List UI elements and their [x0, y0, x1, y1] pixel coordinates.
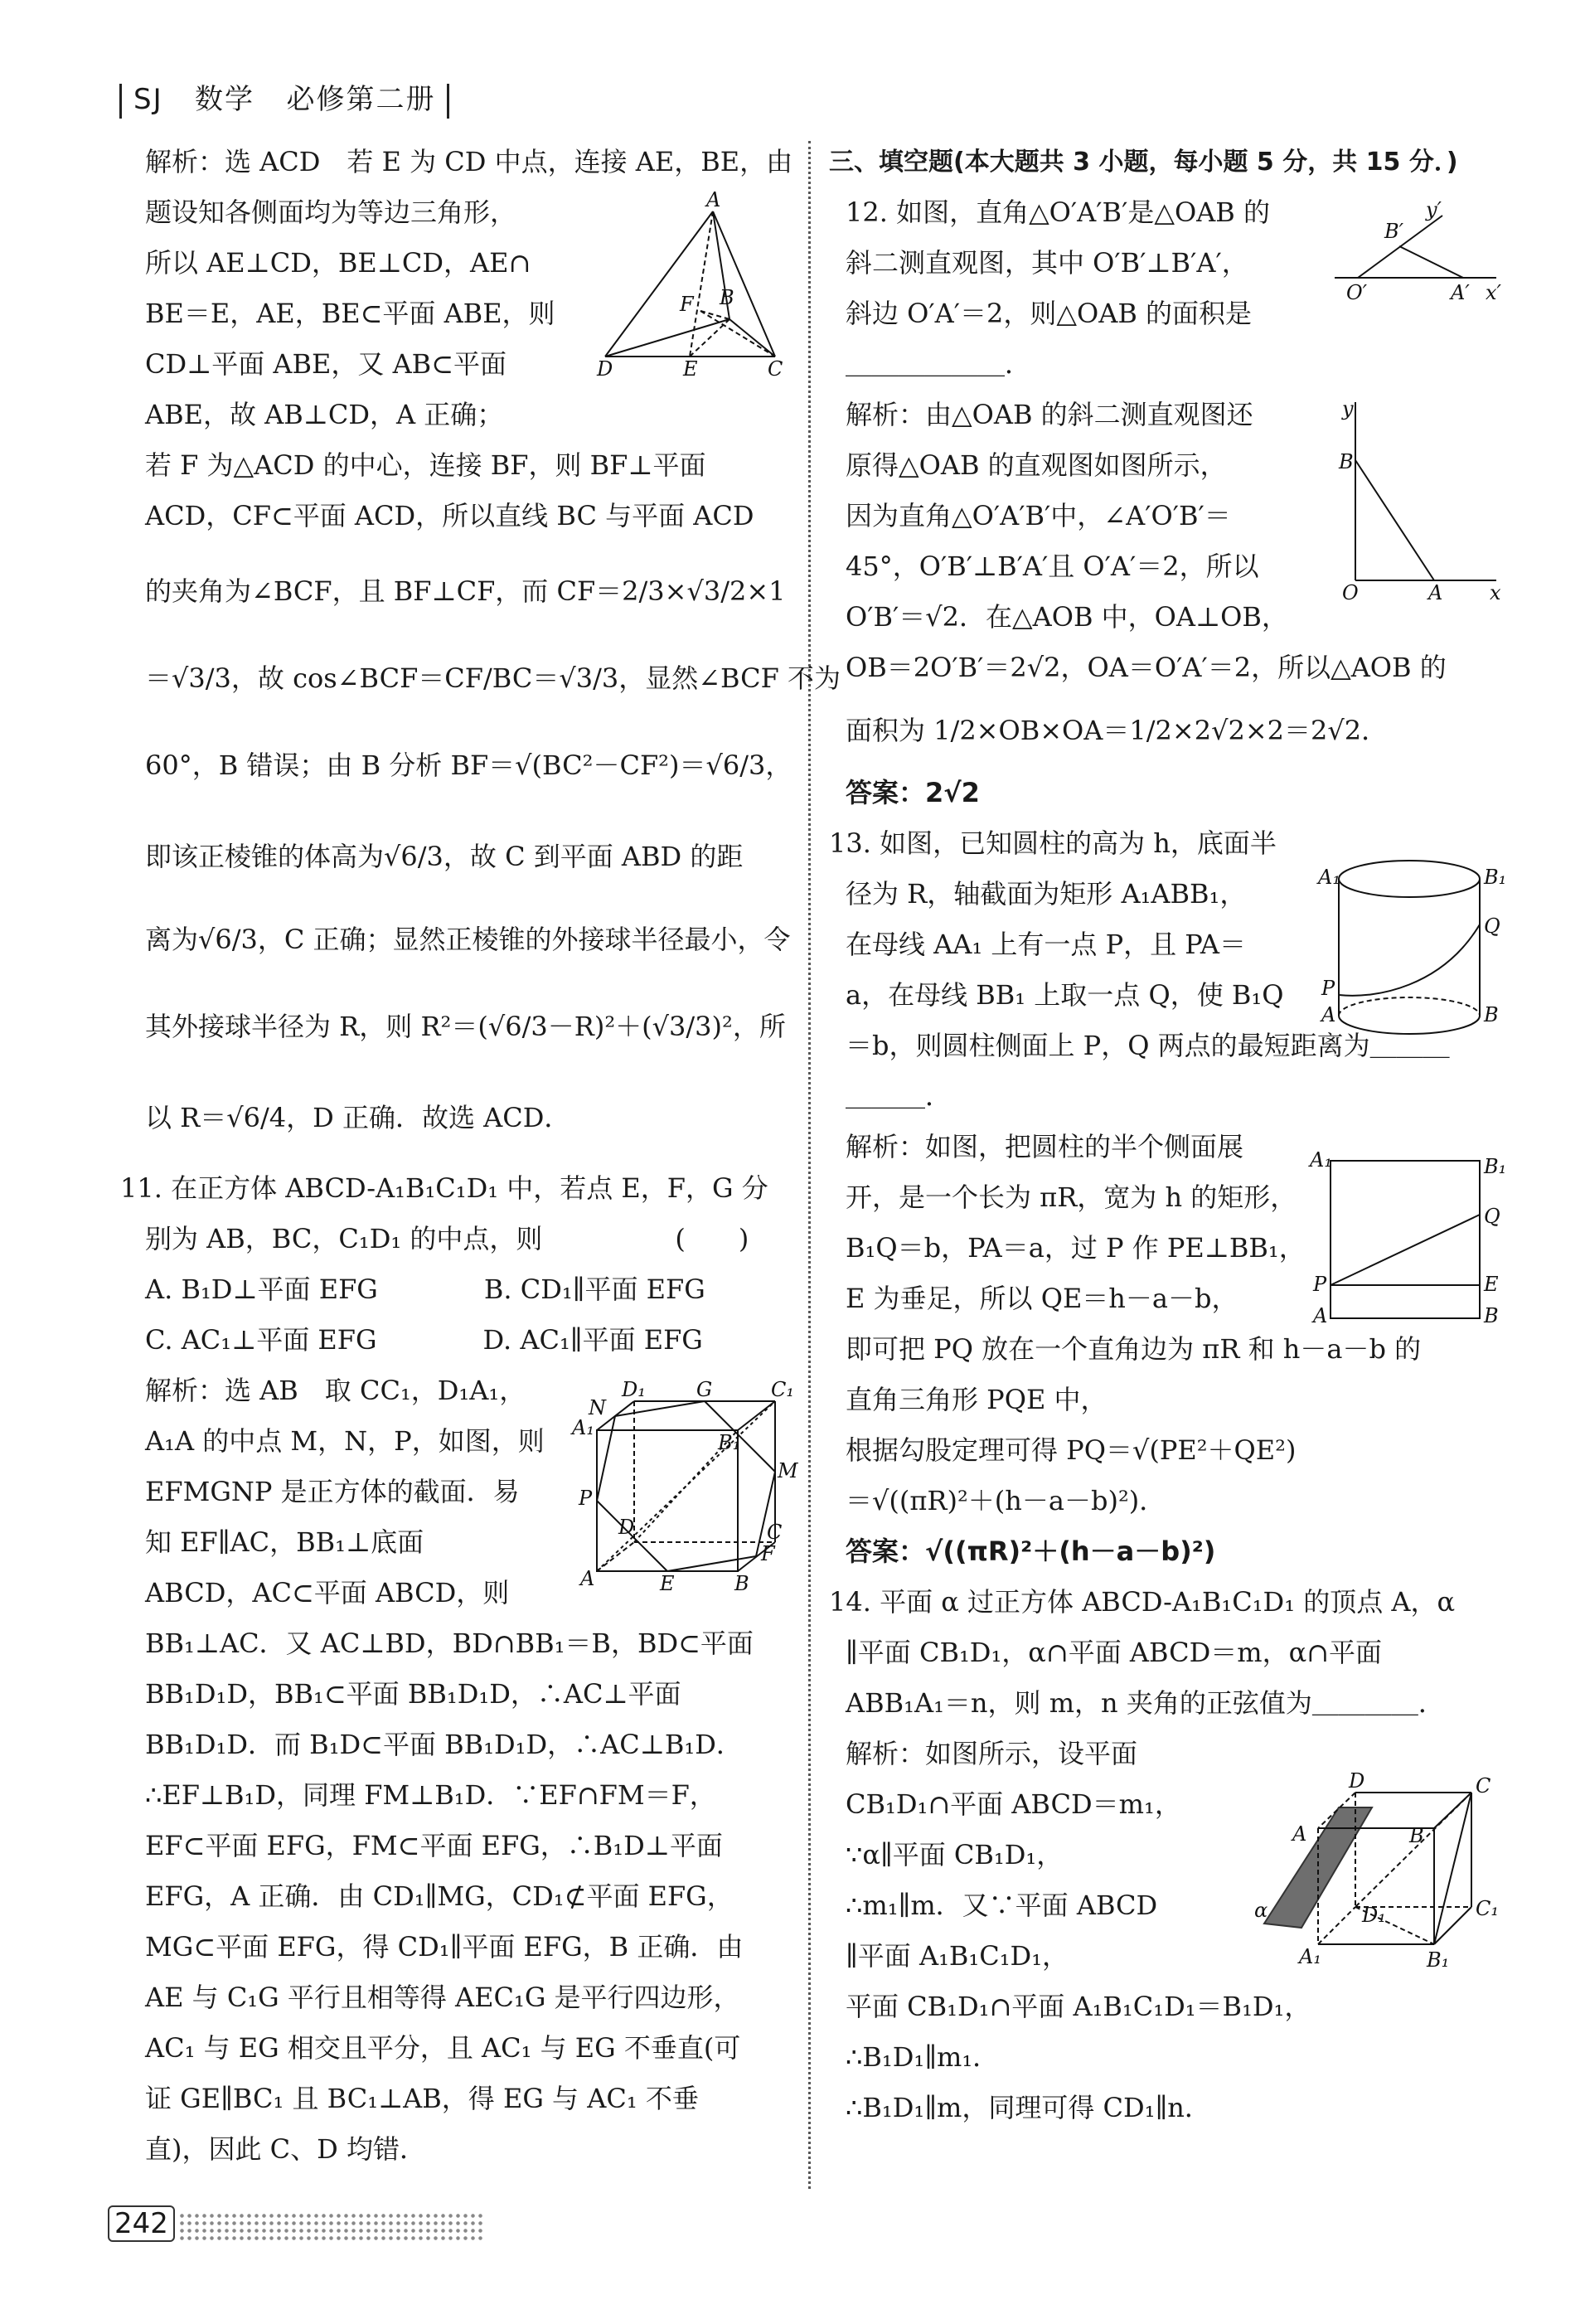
- fig-label: D₁: [622, 1378, 646, 1401]
- fig-label: N: [589, 1396, 606, 1419]
- text-line: CB₁D₁∩平面 ABCD＝m₁，: [846, 1788, 1181, 1820]
- fig-label: A₁: [1318, 866, 1340, 889]
- fig-label: D₁: [1362, 1904, 1386, 1927]
- section-heading: 三、填空题(本大题共 3 小题，每小题 5 分，共 15 分．): [829, 148, 1458, 177]
- text-line: 知 EF∥AC，BB₁⊥底面: [145, 1526, 424, 1558]
- fig-label: B₁: [1484, 866, 1507, 889]
- fig-label: C₁: [1476, 1897, 1499, 1920]
- text-line: ABE，故 AB⊥CD，A 正确；: [145, 399, 504, 430]
- fig-label: M: [778, 1459, 798, 1482]
- oblique-view-figure: [1326, 195, 1505, 311]
- option-ab: A. B₁D⊥平面 EFG B. CD₁∥平面 EFG: [145, 1274, 705, 1305]
- text-line: 因为直角△O′A′B′中，∠A′O′B′＝: [846, 500, 1231, 531]
- fig-label: B₁: [1427, 1948, 1450, 1972]
- text-line: 解析：由△OAB 的斜二测直观图还: [846, 399, 1253, 430]
- cylinder-figure: [1318, 854, 1505, 1045]
- fig-label: Q: [1484, 915, 1500, 938]
- question-11-stem: 11. 在正方体 ABCD-A₁B₁C₁D₁ 中，若点 E，F，G 分: [120, 1172, 768, 1204]
- text-line: EFMGNP 是正方体的截面．易: [145, 1476, 520, 1507]
- text-line: 根据勾股定理可得 PQ＝√(PE²＋QE²): [846, 1434, 1297, 1466]
- text-line: 斜二测直观图，其中 O′B′⊥B′A′，: [846, 247, 1248, 279]
- column-divider: [808, 141, 811, 2189]
- text-line: 直角三角形 PQE 中，: [846, 1384, 1108, 1415]
- fig-label: C: [768, 357, 783, 381]
- text-line: ABCD，AC⊂平面 ABCD，则: [145, 1577, 510, 1608]
- text-line: ∥平面 CB₁D₁，α∩平面 ABCD＝m，α∩平面: [846, 1637, 1382, 1668]
- text-line: 斜边 O′A′＝2，则△OAB 的面积是: [846, 298, 1253, 329]
- text-line: 其外接球半径为 R，则 R²＝(√6/3－R)²＋(√3/3)²，所: [145, 1011, 786, 1042]
- text-line: A₁A 的中点 M，N，P，如图，则: [145, 1425, 545, 1457]
- text-line: ∵α∥平面 CB₁D₁，: [846, 1839, 1064, 1870]
- text-line: ∴m₁∥m．又∵平面 ABCD: [846, 1890, 1158, 1921]
- text-line: 即该正棱锥的体高为√6/3，故 C 到平面 ABD 的距: [145, 841, 744, 872]
- left-column: [120, 137, 841, 2175]
- text-line: 解析：如图，把圆柱的半个侧面展: [846, 1131, 1244, 1162]
- fig-label: E: [1484, 1273, 1499, 1296]
- fig-label: A₁: [1299, 1945, 1321, 1968]
- text-line: 解析：选 ACD 若 E 为 CD 中点，连接 AE，BE，由: [145, 146, 793, 177]
- text-line: 面积为 1/2×OB×OA＝1/2×2√2×2＝2√2．: [846, 715, 1389, 746]
- volume: 必修第二册: [286, 83, 436, 116]
- fig-label: A: [706, 188, 721, 211]
- text-line: 解析：选 AB 取 CC₁，D₁A₁，: [145, 1375, 526, 1406]
- text-line: AE 与 C₁G 平行且相等得 AEC₁G 是平行四边形，: [145, 1982, 740, 2013]
- fig-label: A′: [1451, 281, 1470, 304]
- fig-label: x′: [1486, 281, 1501, 304]
- triangle-figure: [1331, 394, 1505, 604]
- fig-label: A: [1428, 581, 1443, 604]
- text-line: 平面 CB₁D₁∩平面 A₁B₁C₁D₁＝B₁D₁，: [846, 1991, 1311, 2022]
- fig-label: O: [1342, 581, 1359, 604]
- page-header: [108, 76, 461, 119]
- subject: 数学: [195, 83, 255, 116]
- question-14-stem: 14. 平面 α 过正方体 ABCD-A₁B₁C₁D₁ 的顶点 A，α: [829, 1586, 1456, 1618]
- option-cd: C. AC₁⊥平面 EFG D. AC₁∥平面 EFG: [145, 1324, 703, 1356]
- text-line: 开，是一个长为 πR，宽为 h 的矩形，: [846, 1181, 1297, 1213]
- fig-label: B: [734, 1572, 749, 1595]
- text-line: 离为√6/3，C 正确；显然正棱锥的外接球半径最小，令: [145, 924, 791, 955]
- text-line: 别为 AB，BC，C₁D₁ 的中点，则 ( ): [145, 1223, 749, 1254]
- fig-label: D: [1349, 1769, 1365, 1793]
- fig-label: A₁: [572, 1416, 594, 1439]
- fig-label: P: [579, 1487, 593, 1510]
- text-line: 解析：如图所示，设平面: [846, 1738, 1138, 1769]
- text-line: 即可把 PQ 放在一个直角边为 πR 和 h－a－b 的: [846, 1333, 1422, 1365]
- fig-label: A: [1321, 1003, 1336, 1026]
- text-line: B₁Q＝b，PA＝a，过 P 作 PE⊥BB₁，: [846, 1232, 1306, 1264]
- answer-blank: ＿＿＿＿＿＿．: [846, 348, 1032, 380]
- question-12-stem: 12. 如图，直角△O′A′B′是△OAB 的: [846, 196, 1270, 228]
- text-line: ＝√((πR)²＋(h－a－b)²)．: [846, 1485, 1166, 1516]
- text-line: 若 F 为△ACD 的中心，连接 BF，则 BF⊥平面: [145, 449, 706, 481]
- fig-label: P: [1321, 977, 1335, 1000]
- text-line: ABB₁A₁＝n，则 m，n 夹角的正弦值为＿＿＿＿．: [846, 1687, 1445, 1719]
- text-line: AC₁ 与 EG 相交且平分，且 AC₁ 与 EG 不垂直(可: [145, 2032, 741, 2064]
- fig-label: A₁: [1310, 1148, 1332, 1172]
- cube-plane-figure: [1239, 1769, 1505, 1973]
- question-13-stem: 13. 如图，已知圆柱的高为 h，底面半: [829, 827, 1277, 859]
- text-line: ∴B₁D₁∥m，同理可得 CD₁∥n．: [846, 2092, 1211, 2123]
- fig-label: E: [660, 1572, 675, 1595]
- text-line: 所以 AE⊥CD，BE⊥CD，AE∩: [145, 247, 531, 279]
- text-line: O′B′＝√2．在△AOB 中，OA⊥OB，: [846, 601, 1288, 633]
- fig-label: x: [1490, 581, 1501, 604]
- text-line: a，在母线 BB₁ 上取一点 Q，使 B₁Q: [846, 979, 1284, 1011]
- text-line: BB₁D₁D．而 B₁D⊂平面 BB₁D₁D，∴AC⊥B₁D．: [145, 1729, 743, 1760]
- text-line: 证 GE∥BC₁ 且 BC₁⊥AB，得 EG 与 AC₁ 不垂: [145, 2083, 699, 2114]
- fig-label: B₁: [1484, 1155, 1507, 1178]
- fig-label: E: [683, 357, 698, 381]
- text-line: EF⊂平面 EFG，FM⊂平面 EFG，∴B₁D⊥平面: [145, 1830, 723, 1861]
- fig-label: A: [580, 1567, 595, 1590]
- fig-label: B: [1484, 1304, 1499, 1327]
- answer-12: 答案：2√2: [846, 777, 980, 808]
- unrolled-figure: [1310, 1148, 1505, 1331]
- fig-label: A: [1292, 1822, 1307, 1846]
- text-line: E 为垂足，所以 QE＝h－a－b，: [846, 1283, 1238, 1314]
- text-line: 径为 R，轴截面为矩形 A₁ABB₁，: [846, 878, 1247, 910]
- fig-label: G: [696, 1378, 713, 1401]
- text-line: 直)，因此 C、D 均错．: [145, 2133, 426, 2165]
- text-line: 45°，O′B′⊥B′A′且 O′A′＝2，所以: [846, 551, 1259, 582]
- fig-label: D: [597, 357, 613, 381]
- fig-label: B₁: [718, 1431, 741, 1454]
- text-line: OB＝2O′B′＝2√2，OA＝O′A′＝2，所以△AOB 的: [846, 652, 1447, 683]
- series-code: SJ: [133, 83, 163, 116]
- fig-label: C: [1476, 1774, 1491, 1798]
- fig-label: P: [1313, 1273, 1327, 1296]
- fig-label: B: [1484, 1003, 1499, 1026]
- decorative-dots: [178, 2212, 485, 2240]
- text-line: 题设知各侧面均为等边三角形，: [145, 196, 517, 228]
- text-line: ＝b，则圆柱侧面上 P，Q 两点的最短距离为＿＿＿: [846, 1030, 1450, 1061]
- fig-label: A: [1313, 1304, 1328, 1327]
- text-line: 原得△OAB 的直观图如图所示，: [846, 449, 1227, 481]
- fig-label: B: [1339, 450, 1354, 473]
- cube-section-figure: [572, 1378, 798, 1595]
- text-line: BB₁D₁D，BB₁⊂平面 BB₁D₁D，∴AC⊥平面: [145, 1678, 681, 1710]
- fig-label: F: [761, 1542, 775, 1565]
- fig-label: F: [680, 293, 694, 316]
- fig-label: C: [767, 1521, 783, 1544]
- page-number: 242: [108, 2205, 175, 2242]
- text-line: ∥平面 A₁B₁C₁D₁，: [846, 1940, 1069, 1972]
- fig-label: Q: [1484, 1205, 1500, 1228]
- text-line: 的夹角为∠BCF，且 BF⊥CF，而 CF＝2/3×√3/2×1: [145, 575, 786, 607]
- text-line: BB₁⊥AC．又 AC⊥BD，BD∩BB₁＝B，BD⊂平面: [145, 1628, 754, 1659]
- text-line: ∴EF⊥B₁D，同理 FM⊥B₁D．∵EF∩FM＝F，: [145, 1779, 716, 1811]
- text-line: ACD，CF⊂平面 ACD，所以直线 BC 与平面 ACD: [145, 500, 754, 531]
- fig-label: O′: [1346, 281, 1368, 304]
- text-line: 在母线 AA₁ 上有一点 P，且 PA＝: [846, 929, 1246, 960]
- tetrahedron-figure: [597, 188, 788, 381]
- text-line: MG⊂平面 EFG，得 CD₁∥平面 EFG，B 正确．由: [145, 1931, 744, 1963]
- fig-label: D: [618, 1516, 635, 1539]
- fig-label: B: [1409, 1824, 1424, 1847]
- fig-label: y: [1342, 397, 1354, 420]
- fig-label: B′: [1384, 220, 1404, 243]
- text-line: 60°，B 错误；由 B 分析 BF＝√(BC²－CF²)＝√6/3，: [145, 750, 792, 781]
- text-line: ∴B₁D₁∥m₁．: [846, 2041, 1000, 2073]
- fig-label: B: [720, 286, 734, 309]
- text-line: CD⊥平面 ABE，又 AB⊂平面: [145, 348, 507, 380]
- text-line: ＝√3/3，故 cos∠BCF＝CF/BC＝√3/3，显然∠BCF 不为: [145, 662, 841, 694]
- alpha-label: α: [1254, 1899, 1268, 1922]
- answer-13: 答案：√((πR)²＋(h－a－b)²): [846, 1536, 1216, 1567]
- fig-label: C₁: [771, 1378, 794, 1401]
- text-line: ＿＿＿．: [846, 1080, 952, 1112]
- text-line: BE＝E，AE，BE⊂平面 ABE，则: [145, 298, 555, 329]
- text-line: 以 R＝√6/4，D 正确．故选 ACD．: [145, 1102, 571, 1133]
- text-line: EFG，A 正确．由 CD₁∥MG，CD₁⊄平面 EFG，: [145, 1880, 734, 1912]
- fig-label: y′: [1426, 198, 1442, 221]
